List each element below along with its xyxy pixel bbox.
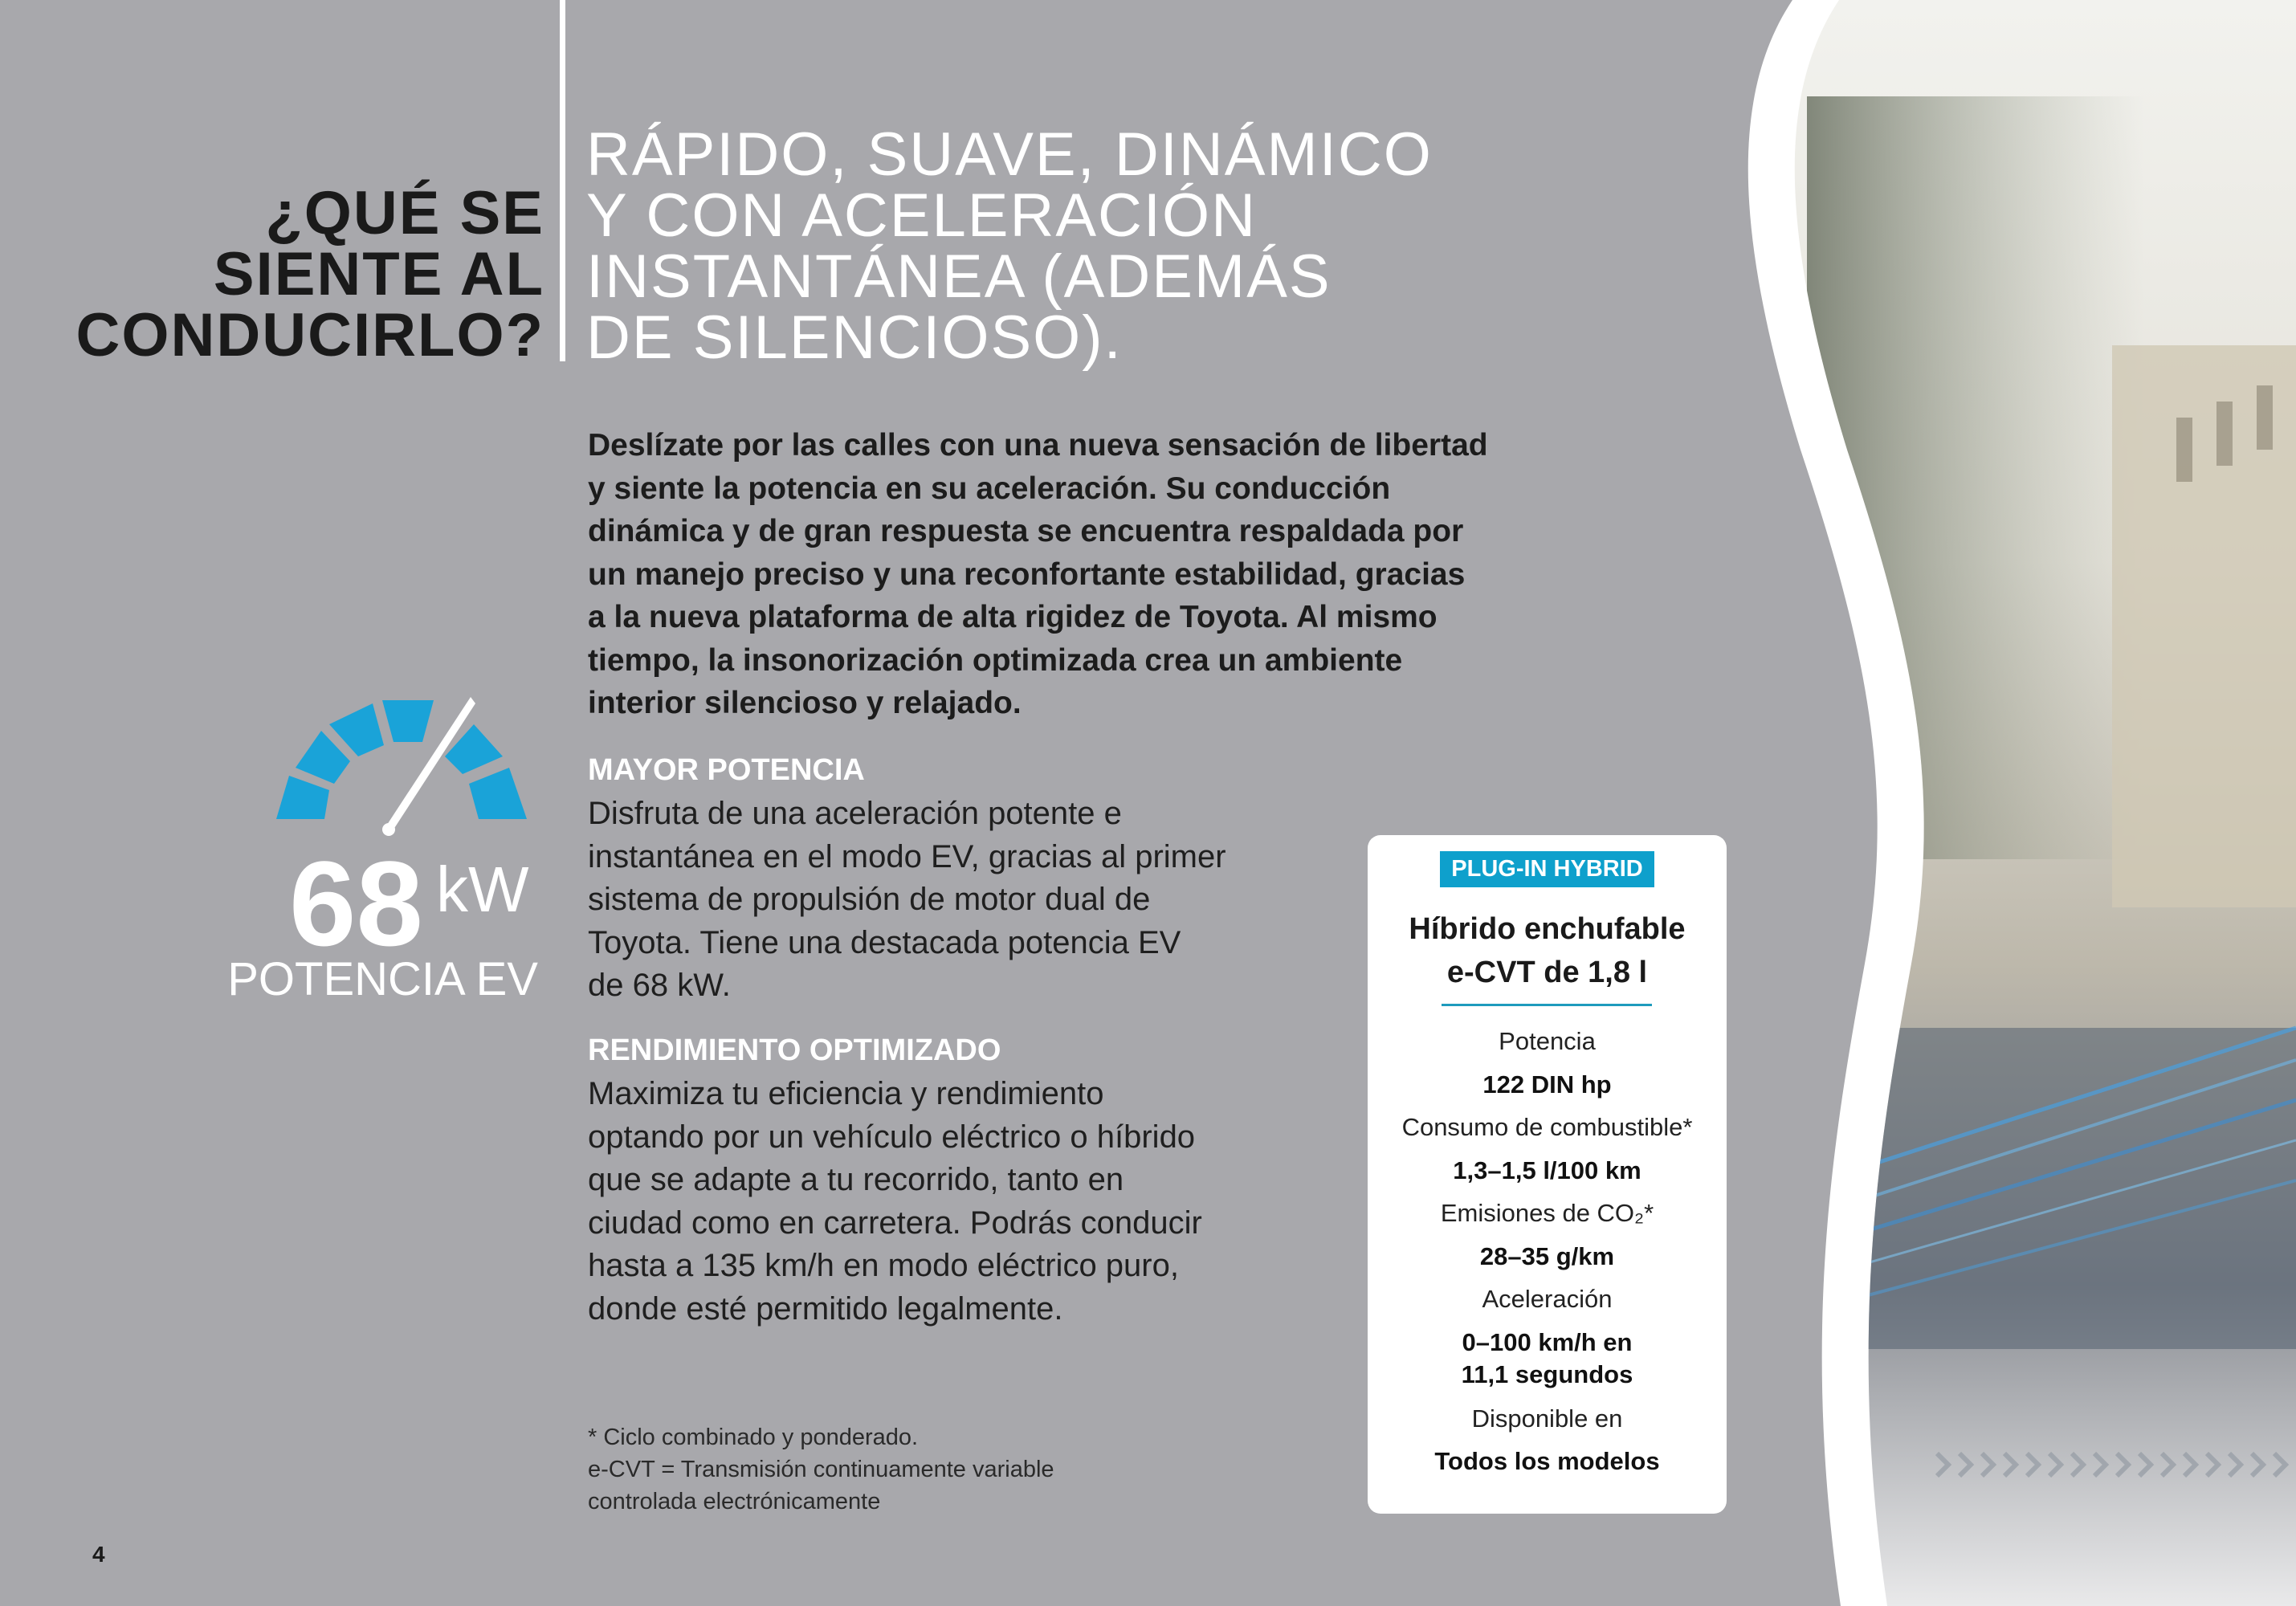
section-line: que se adapte a tu recorrido, tanto en xyxy=(588,1162,1124,1197)
spec-label-potencia: Potencia xyxy=(1499,1027,1596,1055)
spec-card xyxy=(1368,835,1727,1514)
section-line: Toyota. Tiene una destacada potencia EV xyxy=(588,924,1181,960)
spec-value-disponible: Todos los modelos xyxy=(1434,1447,1660,1475)
intro-line: dinámica y de gran respuesta se encuentra respaldada por xyxy=(588,514,1464,548)
card-title xyxy=(1368,907,1727,994)
section-line: ciudad como en carretera. Podrás conducir xyxy=(588,1204,1202,1241)
section-line: Maximiza tu eficiencia y rendimiento xyxy=(588,1076,1104,1111)
section-heading-rendimiento: RENDIMIENTO OPTIMIZADO xyxy=(588,1033,1001,1067)
motion-blur-street-photo xyxy=(1727,0,2296,1606)
question-line: SIENTE AL xyxy=(213,240,544,308)
speedometer-icon xyxy=(265,691,538,851)
stat-value: 68 xyxy=(289,836,423,971)
question-title xyxy=(32,179,544,369)
page-number: 4 xyxy=(92,1542,105,1567)
stat-unit: kW xyxy=(436,854,529,925)
question-line: ¿QUÉ SE xyxy=(265,179,544,247)
section-line: hasta a 135 km/h en modo eléctrico puro, xyxy=(588,1248,1179,1283)
spec-value-line: 0–100 km/h en xyxy=(1462,1327,1633,1356)
spec-value-emisiones: 28–35 g/km xyxy=(1479,1241,1615,1270)
spec-label-aceleracion: Aceleración xyxy=(1482,1285,1613,1313)
intro-line: interior silencioso y relajado. xyxy=(588,686,1022,720)
section-heading-potencia: MAYOR POTENCIA xyxy=(588,753,865,787)
spec-value-consumo: 1,3–1,5 l/100 km xyxy=(1453,1156,1641,1184)
footnote-line: controlada electrónicamente xyxy=(588,1489,881,1514)
spec-label-consumo: Consumo de combustible* xyxy=(1401,1113,1693,1141)
question-line: CONDUCIRLO? xyxy=(75,301,544,369)
section-line: instantánea en el modo EV, gracias al primer xyxy=(588,838,1226,874)
spec-list xyxy=(1368,1020,1727,1483)
section-line: donde esté permitido legalmente. xyxy=(588,1290,1063,1327)
spec-label-emisiones: Emisiones de CO₂* xyxy=(1440,1199,1654,1227)
intro-line: y siente la potencia en su aceleración. Su conducción xyxy=(588,471,1391,506)
footnote-line: e-CVT = Transmisión continuamente variable xyxy=(588,1457,1054,1482)
intro-line: a la nueva plataforma de alta rigidez de Toyota. Al mismo xyxy=(588,600,1438,634)
answer-title xyxy=(586,120,1510,372)
spec-value-line: 11,1 segundos xyxy=(1461,1359,1633,1388)
card-divider xyxy=(1442,1004,1652,1006)
spec-label-disponible: Disponible en xyxy=(1471,1404,1623,1433)
section-body-potencia xyxy=(588,793,1311,1008)
section-body-rendimiento xyxy=(588,1073,1311,1331)
intro-paragraph xyxy=(588,424,1511,725)
section-line: Disfruta de una aceleración potente e xyxy=(588,796,1122,831)
footnote-line: * Ciclo combinado y ponderado. xyxy=(588,1425,919,1450)
answer-line: RÁPIDO, SUAVE, DINÁMICO xyxy=(586,120,1433,189)
title-divider-line xyxy=(560,0,565,361)
intro-line: Deslízate por las calles con una nueva sensación de libertad xyxy=(588,428,1488,463)
section-line: de 68 kW. xyxy=(588,968,731,1003)
answer-line: INSTANTÁNEA (ADEMÁS xyxy=(586,243,1332,311)
card-title-line: Híbrido enchufable xyxy=(1409,912,1686,946)
footnotes xyxy=(588,1421,1230,1518)
plug-in-hybrid-badge: PLUG-IN HYBRID xyxy=(1440,851,1654,887)
section-line: optando por un vehículo eléctrico o híbrido xyxy=(588,1119,1196,1155)
spec-value-potencia: 122 DIN hp xyxy=(1482,1070,1612,1099)
section-line: sistema de propulsión de motor dual de xyxy=(588,882,1151,917)
stat-label: POTENCIA EV xyxy=(227,953,538,1005)
answer-line: Y CON ACELERACIÓN xyxy=(586,181,1258,250)
card-title-line: e-CVT de 1,8 l xyxy=(1446,956,1648,989)
intro-line: tiempo, la insonorización optimizada crea un ambiente xyxy=(588,642,1403,678)
spec-value-aceleracion xyxy=(1368,1321,1727,1397)
intro-line: un manejo preciso y una reconfortante estabilidad, gracias xyxy=(588,556,1466,592)
answer-line: DE SILENCIOSO). xyxy=(586,304,1123,372)
